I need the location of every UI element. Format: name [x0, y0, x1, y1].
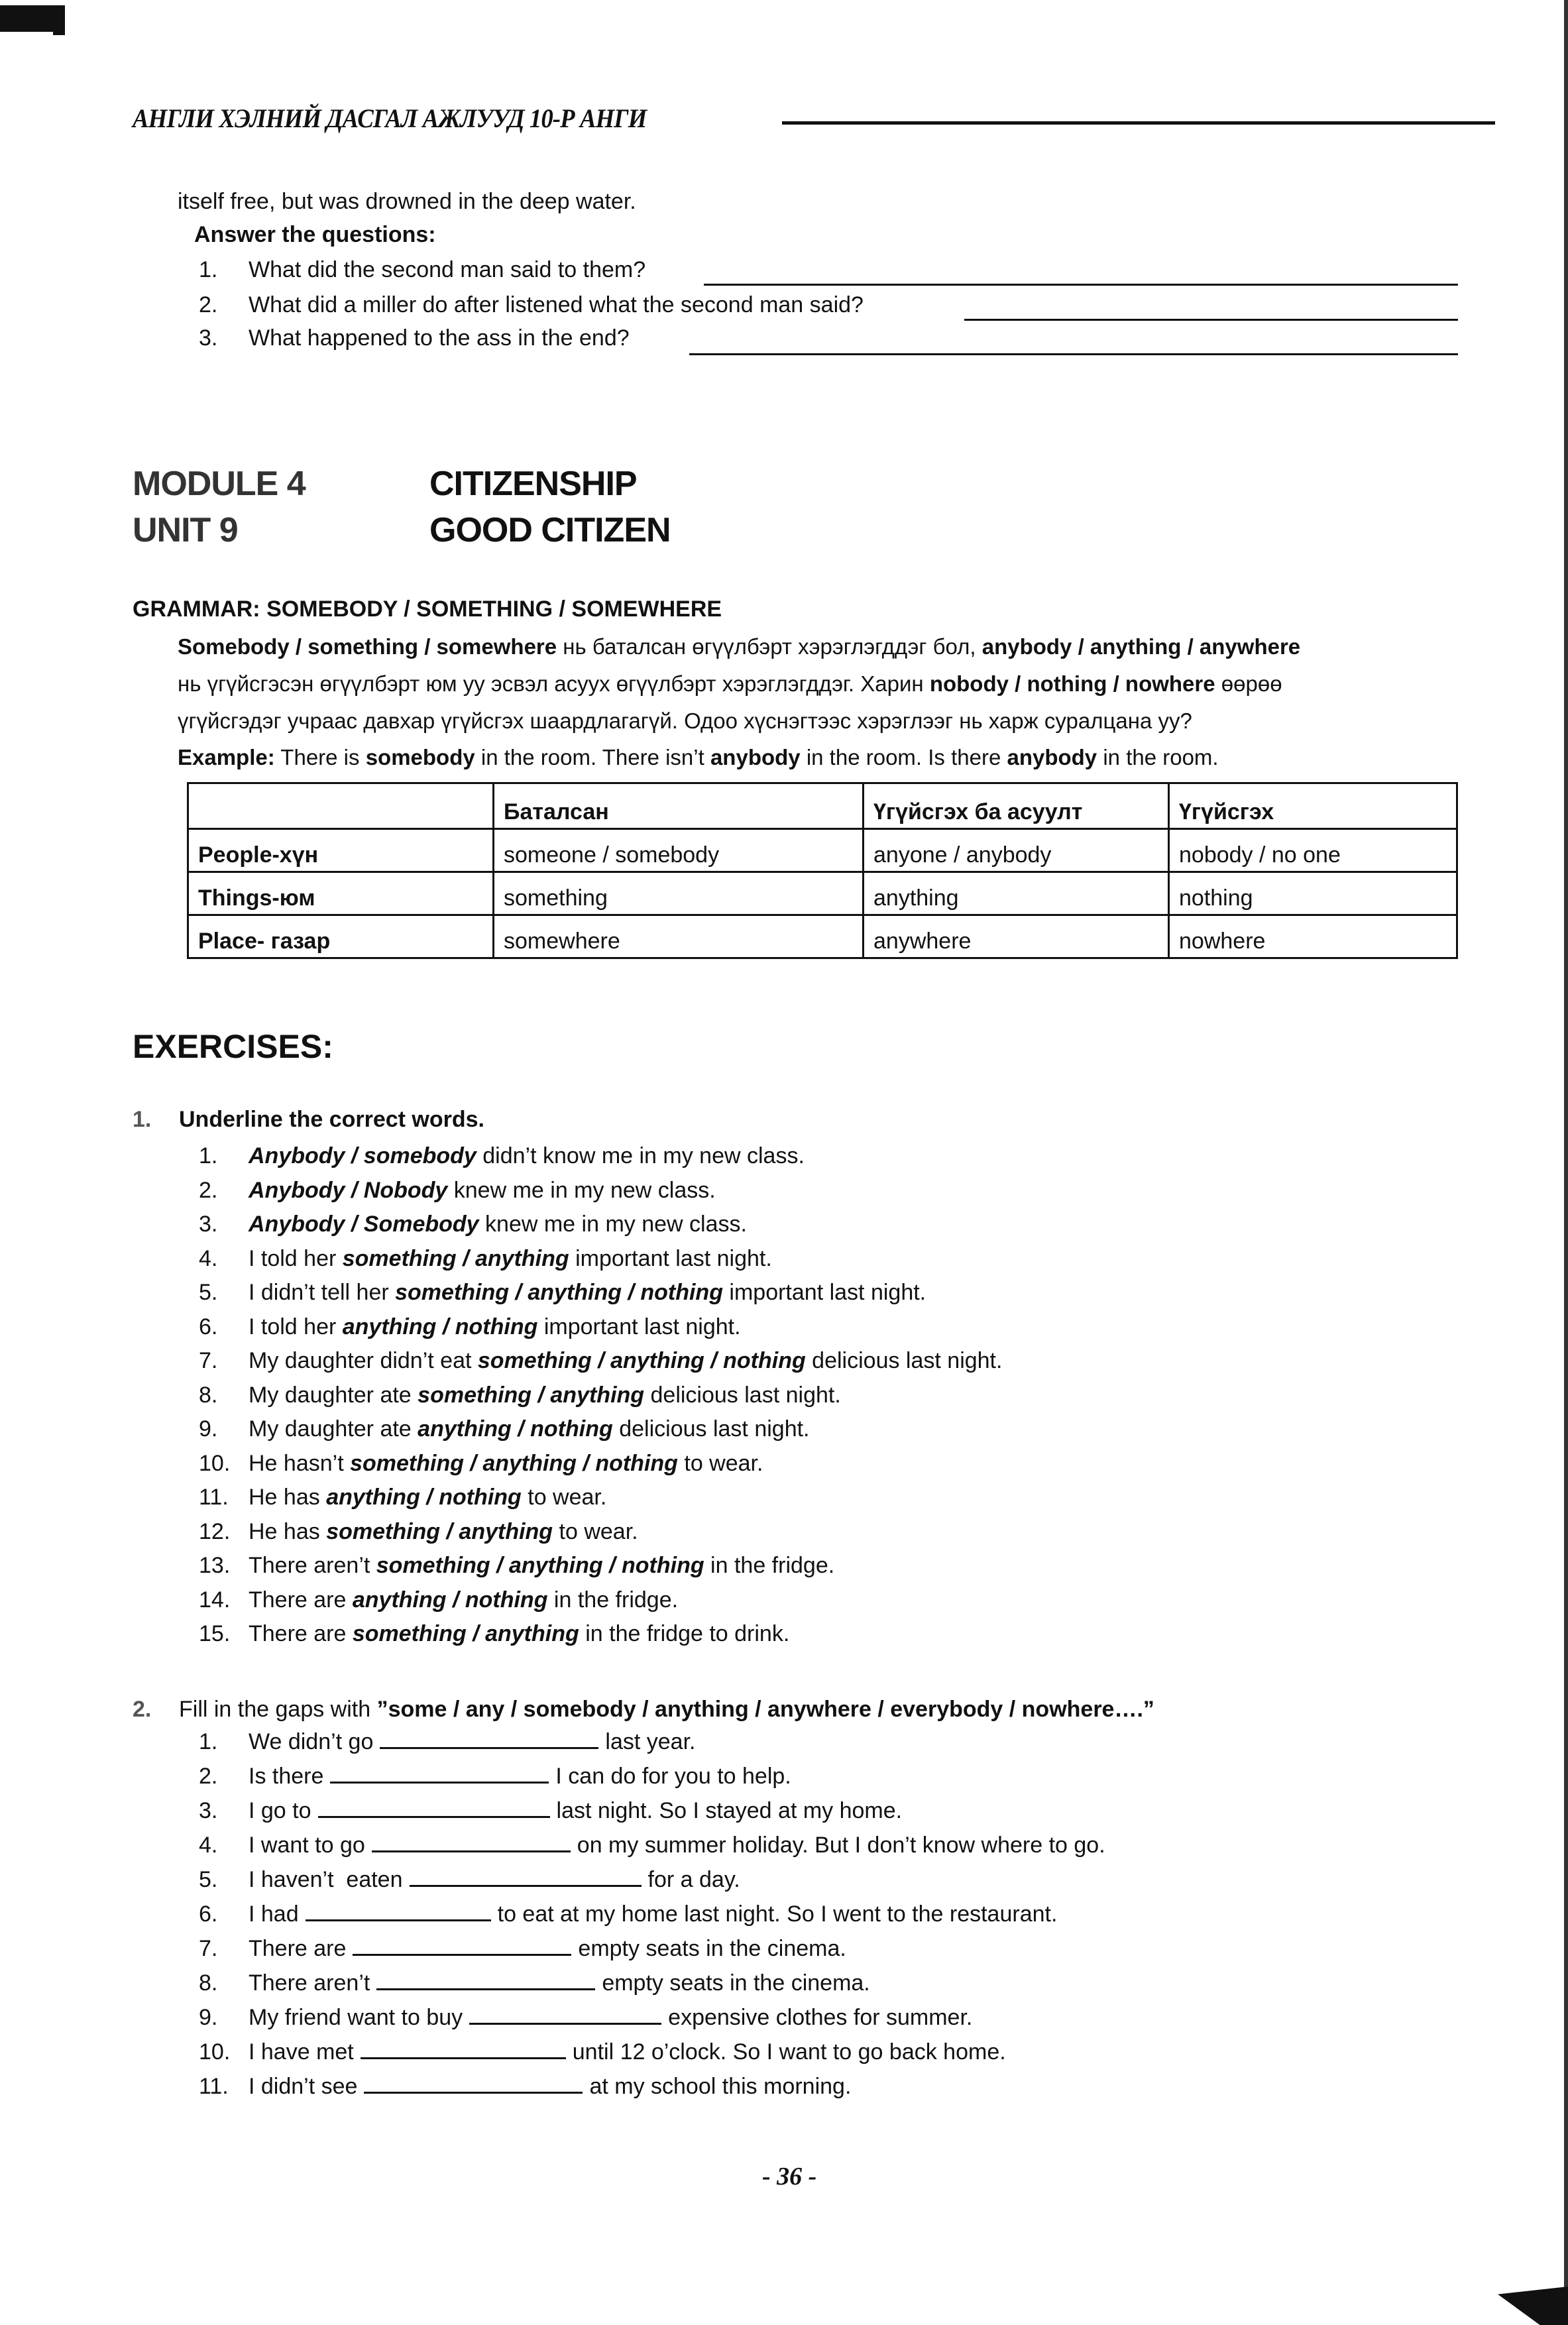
- grammar-title: GRAMMAR: SOMEBODY / SOMETHING / SOMEWHERE: [133, 596, 722, 622]
- example-text: in the room. Is there: [800, 745, 1007, 769]
- paragraph-text: өөрөө: [1215, 671, 1282, 696]
- exercise-2-item: [199, 1763, 791, 1789]
- grammar-table: [187, 782, 1458, 959]
- item-text: I didn’t tell her: [249, 1280, 396, 1305]
- word-choice[interactable]: something / anything / nothing: [395, 1280, 723, 1305]
- word-choice[interactable]: something / anything / nothing: [350, 1450, 678, 1476]
- bold-terms: anybody / anything / anywhere: [981, 634, 1301, 659]
- item-text: I had: [249, 1901, 299, 1927]
- item-text: I told her: [249, 1245, 343, 1271]
- fill-in-blank[interactable]: [330, 1763, 549, 1784]
- item-number: 9.: [199, 2005, 218, 2030]
- table-header-row: [188, 783, 1457, 829]
- item-text: important last night.: [722, 1280, 926, 1305]
- table-row: [188, 829, 1457, 872]
- item-text: at my school this morning.: [589, 2074, 852, 2099]
- table-row-label: Place- газар: [188, 915, 494, 958]
- exercise-1-item: [199, 1348, 1002, 1374]
- example-text: in the room.: [1097, 745, 1219, 769]
- exercise-1-item: [199, 1383, 841, 1408]
- item-text: important last night.: [537, 1314, 741, 1339]
- word-choice[interactable]: anything / nothing: [342, 1314, 538, 1339]
- module-title: CITIZENSHIP: [429, 465, 637, 503]
- word-choice[interactable]: anything / nothing: [418, 1416, 613, 1442]
- exercise-instruction: Underline the correct words.: [179, 1107, 484, 1132]
- question-text: What happened to the ass in the end?: [249, 325, 630, 351]
- bold-terms: nobody / nothing / nowhere: [929, 671, 1215, 696]
- table-cell: nobody / no one: [1169, 829, 1457, 872]
- exercise-1-item: [199, 1280, 926, 1306]
- fill-in-blank[interactable]: [306, 1901, 491, 1921]
- scan-artifact-shadow: [1498, 2287, 1568, 2325]
- table-cell: nothing: [1169, 872, 1457, 915]
- exercise-1-item: [199, 1519, 638, 1545]
- exercise-number: 1.: [133, 1107, 152, 1132]
- word-choice[interactable]: anything / nothing: [352, 1587, 548, 1613]
- item-number: 5.: [199, 1280, 218, 1305]
- question-number: 3.: [199, 325, 218, 351]
- fill-in-blank[interactable]: [361, 2039, 566, 2059]
- exercise-1-item: [199, 1314, 741, 1340]
- table-row: [188, 915, 1457, 958]
- exercise-2-item: [199, 2004, 972, 2031]
- questions-heading: Answer the questions:: [194, 222, 436, 247]
- table-cell: nowhere: [1169, 915, 1457, 958]
- example-text: in the room. There isn’t: [475, 745, 710, 769]
- exercise-1-item: [199, 1587, 678, 1613]
- table-cell: somewhere: [494, 915, 864, 958]
- question-number: 2.: [199, 292, 218, 317]
- item-text: My daughter ate: [249, 1382, 418, 1408]
- item-number: 3.: [199, 1212, 218, 1237]
- item-text: until 12 o’clock. So I want to go back home.: [572, 2039, 1006, 2065]
- exercise-1-item: [199, 1178, 716, 1204]
- question-item: [199, 257, 645, 283]
- exercise-2-item: [199, 1970, 870, 1996]
- table-header-cell: Үгүйсгэх: [1169, 783, 1457, 829]
- example-bold: anybody: [710, 745, 801, 769]
- item-text: Is there: [249, 1764, 324, 1789]
- item-text: We didn’t go: [249, 1729, 374, 1754]
- item-text: There are: [249, 1936, 347, 1961]
- item-number: 4.: [199, 1833, 218, 1858]
- item-text: important last night.: [569, 1245, 772, 1271]
- word-choice[interactable]: something / anything: [326, 1518, 553, 1544]
- item-text: I told her: [249, 1314, 343, 1339]
- item-text: delicious last night.: [805, 1348, 1003, 1373]
- item-text: My friend want to buy: [249, 2005, 463, 2030]
- exercise-1-item: [199, 1451, 763, 1477]
- scan-artifact-edge: [1564, 0, 1568, 2325]
- item-text: I didn’t see: [249, 2074, 358, 2099]
- item-number: 2.: [199, 1177, 218, 1203]
- item-text: in the fridge.: [704, 1553, 835, 1578]
- page-number: - 36 -: [762, 2163, 817, 2190]
- exercise-2-item: [199, 2039, 1006, 2065]
- paragraph-text: нь баталсан өгүүлбэрт хэрэглэгддэг бол,: [557, 634, 982, 659]
- table-header-cell: Үгүйсгэх ба асуулт: [864, 783, 1169, 829]
- exercise-1-heading: [133, 1107, 484, 1133]
- item-text: empty seats in the cinema.: [602, 1970, 870, 1996]
- item-text: to wear.: [677, 1450, 763, 1476]
- item-text: to wear.: [521, 1485, 607, 1510]
- question-text: What did the second man said to them?: [249, 257, 646, 282]
- grammar-example: [178, 745, 1219, 770]
- table-cell: anything: [864, 872, 1169, 915]
- exercise-1-item: [199, 1485, 606, 1510]
- bold-terms: Somebody / something / somewhere: [178, 634, 557, 659]
- question-text: What did a miller do after listened what the second man said?: [249, 292, 864, 317]
- item-text: There aren’t: [249, 1553, 376, 1578]
- question-item: [199, 325, 630, 351]
- answer-line[interactable]: [964, 319, 1458, 321]
- word-choice[interactable]: Anybody / somebody: [249, 1143, 476, 1168]
- item-number: 4.: [199, 1245, 218, 1271]
- fill-in-blank[interactable]: [318, 1797, 550, 1818]
- exercise-2-item: [199, 2073, 851, 2100]
- item-number: 6.: [199, 1901, 218, 1927]
- item-text: delicious last night.: [644, 1382, 841, 1408]
- exercise-2-item: [199, 1935, 846, 1962]
- exercise-1-item: [199, 1553, 834, 1579]
- fill-in-blank[interactable]: [380, 1729, 598, 1749]
- paragraph-text: нь үгүйсгэсэн өгүүлбэрт юм уу эсвэл асуух өгүүлбэрт хэрэглэгддэг. Харин: [178, 671, 930, 696]
- exercise-1-item: [199, 1416, 810, 1442]
- item-text: delicious last night.: [612, 1416, 810, 1442]
- example-label: Example:: [178, 745, 275, 769]
- exercise-number: 2.: [133, 1697, 152, 1722]
- exercise-instruction: Fill in the gaps with: [179, 1697, 371, 1722]
- exercise-2-item: [199, 1797, 902, 1824]
- item-number: 15.: [199, 1621, 231, 1646]
- item-text: My daughter didn’t eat: [249, 1348, 478, 1373]
- exercise-2-item: [199, 1901, 1057, 1927]
- exercise-1-item: [199, 1143, 805, 1169]
- fill-in-blank[interactable]: [372, 1832, 571, 1852]
- grammar-paragraph-line-3: [178, 709, 1192, 734]
- item-text: He hasn’t: [249, 1450, 351, 1476]
- unit-label: UNIT 9: [133, 511, 238, 549]
- exercise-1-item: [199, 1212, 747, 1237]
- item-number: 12.: [199, 1518, 231, 1544]
- item-number: 10.: [199, 1450, 231, 1476]
- item-number: 3.: [199, 1798, 218, 1823]
- item-text: I want to go: [249, 1833, 365, 1858]
- item-number: 11.: [199, 2074, 229, 2099]
- item-text: I go to: [249, 1798, 311, 1823]
- item-text: in the fridge to drink.: [579, 1621, 790, 1646]
- item-number: 7.: [199, 1936, 218, 1961]
- item-number: 1.: [199, 1729, 218, 1754]
- answer-line[interactable]: [704, 284, 1458, 286]
- fill-in-blank[interactable]: [364, 2073, 583, 2094]
- scan-artifact-mark: [53, 5, 65, 35]
- question-item: [199, 292, 864, 318]
- word-choice[interactable]: something / anything: [352, 1621, 579, 1646]
- exercise-2-heading: [133, 1697, 1154, 1723]
- answer-line[interactable]: [689, 353, 1458, 355]
- item-number: 7.: [199, 1348, 218, 1373]
- fill-in-blank[interactable]: [469, 2004, 661, 2025]
- item-number: 2.: [199, 1764, 218, 1789]
- paragraph-text: үгүйсгэдэг учраас давхар үгүйсгэх шаардлагагүй. Одоо хүснэгтээс хэрэглээг нь харж суралцана уу?: [178, 709, 1192, 733]
- word-choice[interactable]: anything / nothing: [326, 1485, 522, 1510]
- exercise-2-item: [199, 1832, 1105, 1858]
- item-text: I can do for you to help.: [555, 1764, 791, 1789]
- item-number: 10.: [199, 2039, 231, 2065]
- item-text: There are: [249, 1587, 353, 1613]
- example-bold: anybody: [1007, 745, 1097, 769]
- word-choice[interactable]: Anybody / Nobody: [249, 1177, 448, 1203]
- item-text: in the fridge.: [547, 1587, 679, 1613]
- table-row: [188, 872, 1457, 915]
- item-number: 8.: [199, 1970, 218, 1996]
- table-row-label: Things-юм: [188, 872, 494, 915]
- word-choice[interactable]: something / anything: [418, 1382, 645, 1408]
- exercise-word-list: ”some / any / somebody / anything / anywhere / everybody / nowhere….”: [376, 1697, 1154, 1722]
- item-number: 11.: [199, 1485, 229, 1510]
- item-text: on my summer holiday. But I don’t know where to go.: [577, 1833, 1105, 1858]
- item-text: empty seats in the cinema.: [578, 1936, 846, 1961]
- fill-in-blank[interactable]: [353, 1935, 571, 1956]
- running-header-title: АНГЛИ ХЭЛНИЙ ДАСГАЛ АЖЛУУД 10-Р АНГИ: [133, 103, 647, 133]
- table-header-cell: [188, 783, 494, 829]
- item-text: There aren’t: [249, 1970, 370, 1996]
- item-text: to wear.: [553, 1518, 638, 1544]
- item-number: 14.: [199, 1587, 231, 1613]
- example-text: There is: [274, 745, 366, 769]
- word-choice[interactable]: Anybody / Somebody: [249, 1212, 479, 1237]
- item-text: last year.: [605, 1729, 696, 1754]
- item-number: 9.: [199, 1416, 218, 1442]
- example-bold: somebody: [365, 745, 475, 769]
- table-cell: anywhere: [864, 915, 1169, 958]
- fill-in-blank[interactable]: [410, 1866, 642, 1887]
- fill-in-blank[interactable]: [376, 1970, 595, 1990]
- item-text: My daughter ate: [249, 1416, 418, 1442]
- word-choice[interactable]: something / anything / nothing: [376, 1553, 704, 1578]
- table-cell: someone / somebody: [494, 829, 864, 872]
- item-text: expensive clothes for summer.: [668, 2005, 973, 2030]
- story-ending: itself free, but was drowned in the deep water.: [178, 189, 636, 214]
- item-number: 1.: [199, 1143, 218, 1168]
- table-cell: anyone / anybody: [864, 829, 1169, 872]
- item-text: He has: [249, 1518, 327, 1544]
- item-number: 5.: [199, 1867, 218, 1892]
- exercise-1-item: [199, 1246, 772, 1272]
- item-text: There are: [249, 1621, 353, 1646]
- word-choice[interactable]: something / anything / nothing: [477, 1348, 806, 1373]
- item-number: 8.: [199, 1382, 218, 1408]
- item-text: last night. So I stayed at my home.: [556, 1798, 903, 1823]
- item-text: I have met: [249, 2039, 354, 2065]
- item-number: 13.: [199, 1553, 231, 1578]
- item-text: knew me in my new class.: [478, 1212, 747, 1237]
- item-text: I haven’t eaten: [249, 1867, 403, 1892]
- item-text: to eat at my home last night. So I went to the restaurant.: [497, 1901, 1058, 1927]
- item-text: knew me in my new class.: [447, 1177, 716, 1203]
- module-label: MODULE 4: [133, 465, 306, 503]
- exercise-2-item: [199, 1866, 740, 1893]
- unit-title: GOOD CITIZEN: [429, 511, 671, 549]
- table-header-cell: Баталсан: [494, 783, 864, 829]
- exercises-title: EXERCISES:: [133, 1028, 333, 1065]
- item-text: He has: [249, 1485, 327, 1510]
- grammar-paragraph-line-1: [178, 634, 1300, 659]
- item-text: for a day.: [647, 1867, 740, 1892]
- item-text: didn’t know me in my new class.: [476, 1143, 805, 1168]
- exercise-1-item: [199, 1621, 789, 1647]
- grammar-paragraph-line-2: [178, 671, 1282, 697]
- exercise-2-item: [199, 1729, 695, 1755]
- table-cell: something: [494, 872, 864, 915]
- word-choice[interactable]: something / anything: [342, 1245, 569, 1271]
- header-rule: [782, 121, 1495, 125]
- item-number: 6.: [199, 1314, 218, 1339]
- table-row-label: People-хүн: [188, 829, 494, 872]
- question-number: 1.: [199, 257, 218, 282]
